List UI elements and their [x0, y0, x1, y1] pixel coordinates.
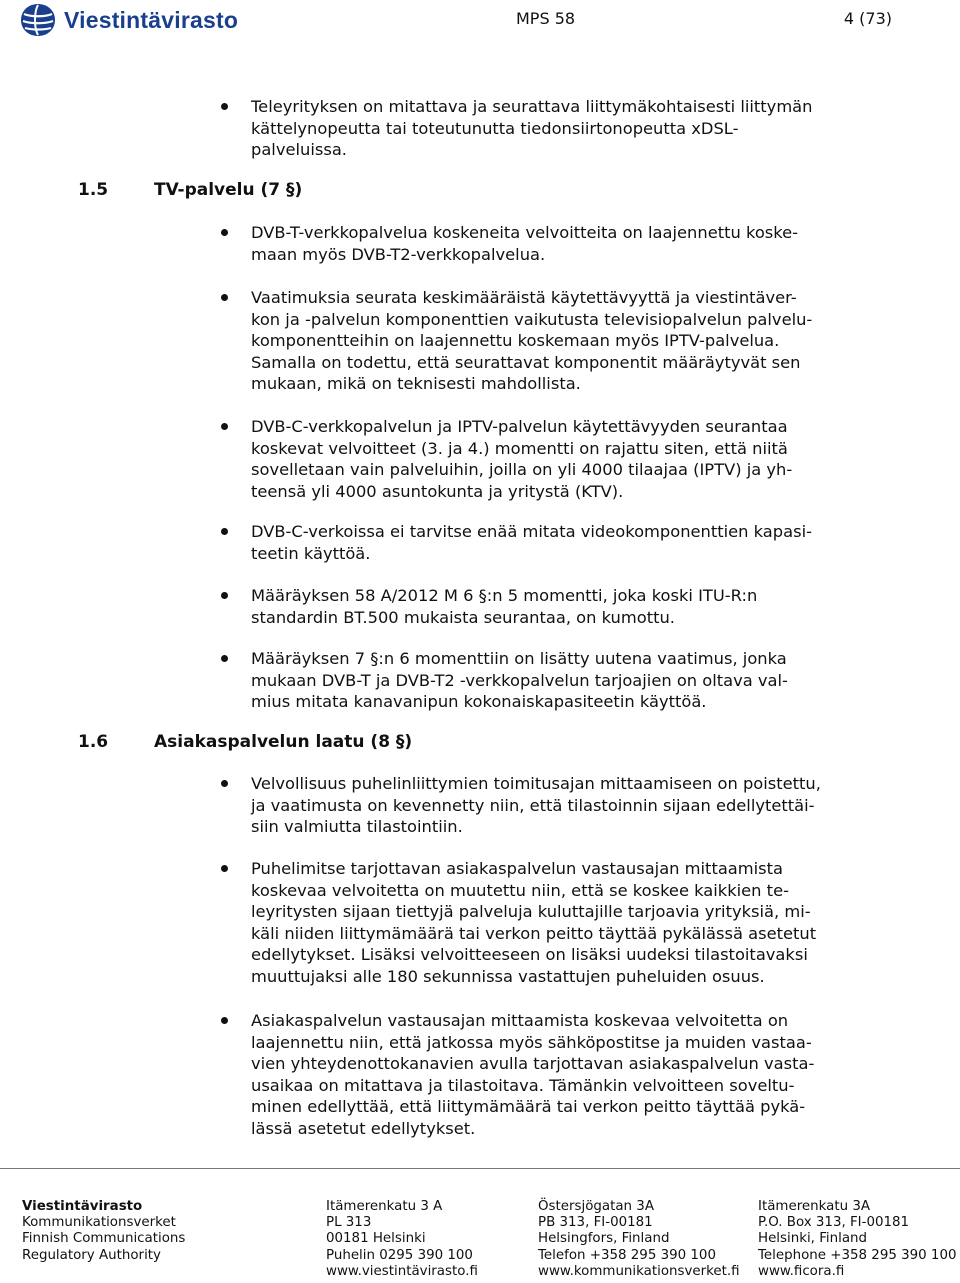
footer-line: Helsinki, Finland — [758, 1231, 868, 1247]
footer-column-english-address — [758, 1199, 957, 1280]
text-line: teensä yli 4000 asuntokunta ja yritystä (KTV). — [251, 481, 624, 501]
text-line: Asiakaspalvelun vastausajan mittaamista koskevaa velvoitetta on — [251, 1011, 789, 1030]
text-line: mius mitata kanavanipun kokonaiskapasiteetin käyttöä. — [251, 692, 707, 712]
text-line: maan myös DVB-T2-verkkopalvelua. — [251, 244, 546, 264]
bullet-dot-icon — [221, 294, 228, 301]
text-line: siin valmiutta tilastointiin. — [251, 817, 463, 837]
footer-link[interactable]: www.ficora.fi — [758, 1263, 845, 1279]
text-line: mukaan, mikä on teknisesti mahdollista. — [251, 374, 581, 394]
footer-line: P.O. Box 313, FI-00181 — [758, 1215, 910, 1231]
bullet-item — [251, 648, 891, 713]
section-title: TV-palvelu (7 §) — [154, 180, 303, 200]
text-line: koskevaa velvoitetta on muutettu niin, että se koskee kaikkien te- — [251, 880, 789, 900]
footer-line: Telephone +358 295 390 100 — [758, 1247, 957, 1263]
text-line: käli niiden liittymämäärä tai verkon peitto täyttää pykälässä asetetut — [251, 923, 817, 943]
footer-line: PL 313 — [326, 1215, 372, 1231]
footer-line: Puhelin 0295 390 100 — [326, 1247, 473, 1263]
footer-line: Itämerenkatu 3A — [758, 1199, 871, 1214]
text-line: Määräyksen 58 A/2012 M 6 §:n 5 momentti, joka koski ITU-R:n — [251, 586, 758, 605]
text-line: Määräyksen 7 §:n 6 momenttiin on lisätty uutena vaatimus, jonka — [251, 649, 787, 668]
bullet-dot-icon — [221, 103, 228, 110]
document-id: MPS 58 — [516, 9, 576, 28]
bullet-item — [251, 416, 891, 502]
text-line: komponentteihin on laajennettu koskemaan myös IPTV-palvelua. — [251, 331, 780, 351]
bullet-dot-icon — [221, 423, 228, 430]
logo-text: Viestintävirasto — [64, 6, 239, 33]
text-line: minen edellyttää, että liittymämäärä tai verkon peitto täyttää pykä- — [251, 1097, 806, 1117]
text-line: laajennettu niin, että jatkossa myös sähköpostitse ja muiden vastaa- — [251, 1032, 812, 1052]
viestintavirasto-emblem-icon — [18, 2, 58, 38]
bullet-dot-icon — [221, 528, 228, 535]
text-line: ja vaatimusta on kevennetty niin, että tilastoinnin sijaan edellytettäi- — [251, 795, 815, 815]
text-line: Teleyrityksen on mitattava ja seurattava liittymäkohtaisesti liittymän — [251, 97, 813, 116]
footer-column-finnish-address — [326, 1199, 478, 1280]
text-line: standardin BT.500 mukaista seurantaa, on kumottu. — [251, 607, 675, 627]
text-line: Vaatimuksia seurata keskimääräistä käytettävyyttä ja viestintäver- — [251, 288, 797, 307]
footer-divider — [0, 1168, 960, 1169]
text-line: edellytykset. Lisäksi velvoitteeseen on lisäksi uudeksi tilastoitavaksi — [251, 945, 808, 965]
bullet-dot-icon — [221, 592, 228, 599]
text-line: DVB-C-verkoissa ei tarvitse enää mitata videokomponenttien kapasi- — [251, 522, 812, 541]
section-number: 1.6 — [78, 732, 109, 752]
text-line: DVB-C-verkkopalvelun ja IPTV-palvelun käytettävyyden seurantaa — [251, 417, 788, 436]
footer-line: Finnish Communications — [22, 1231, 186, 1247]
footer-line: Kommunikationsverket — [22, 1215, 176, 1231]
bullet-dot-icon — [221, 865, 228, 872]
bullet-item — [251, 521, 891, 564]
text-line: Samalla on todettu, että seurattavat komponentit määräytyvät sen — [251, 352, 801, 372]
footer-line: Regulatory Authority — [22, 1247, 161, 1263]
text-line: leyritysten sijaan tiettyjä palveluja kuluttajille tarjoavia yrityksiä, mi- — [251, 902, 811, 922]
text-line: mukaan DVB-T ja DVB-T2 -verkkopalvelun tarjoajien on oltava val- — [251, 670, 788, 690]
section-title: Asiakaspalvelun laatu (8 §) — [154, 732, 413, 752]
text-line: lässä asetetut edellytykset. — [251, 1118, 476, 1138]
text-line: kon ja -palvelun komponenttien vaikutusta televisiopalvelun palvelu- — [251, 309, 813, 329]
page-header — [0, 0, 960, 40]
text-line: Puhelimitse tarjottavan asiakaspalvelun vastausajan mittaamista — [251, 859, 784, 878]
text-line: sovelletaan vain palveluihin, joilla on yli 4000 tilaajaa (IPTV) ja yh- — [251, 460, 793, 480]
text-line: DVB-T-verkkopalvelua koskeneita velvoitteita on laajennettu koske- — [251, 223, 799, 242]
bullet-item — [251, 287, 891, 395]
footer-link[interactable]: www.viestintävirasto.fi — [326, 1263, 478, 1279]
footer-link[interactable]: www.kommunikationsverket.fi — [538, 1263, 740, 1279]
footer-line: Helsingfors, Finland — [538, 1231, 670, 1247]
footer-line: PB 313, FI-00181 — [538, 1215, 653, 1231]
bullet-item — [251, 773, 891, 838]
text-line: palveluissa. — [251, 140, 347, 160]
bullet-dot-icon — [221, 229, 228, 236]
footer-line: Östersjögatan 3A — [538, 1199, 654, 1214]
text-line: Velvollisuus puhelinliittymien toimitusajan mittaamiseen on poistettu, — [251, 774, 821, 793]
bullet-item — [251, 858, 891, 988]
section-number: 1.5 — [78, 180, 109, 200]
footer-line: 00181 Helsinki — [326, 1231, 426, 1247]
bullet-item — [251, 1010, 891, 1140]
text-line: usaikaa on mitattava ja tilastoitava. Tämänkin velvoitteen soveltu- — [251, 1075, 795, 1095]
text-line: teetin käyttöä. — [251, 543, 371, 563]
bullet-dot-icon — [221, 655, 228, 662]
footer-line: Telefon +358 295 390 100 — [538, 1247, 716, 1263]
logo — [18, 2, 238, 38]
text-line: vien yhteydenottokanavien avulla tarjottavan asiakaspalvelun vasta- — [251, 1054, 815, 1074]
bullet-item — [251, 96, 891, 161]
text-line: koskevat velvoitteet (3. ja 4.) momentti on rajattu siten, että niitä — [251, 438, 788, 458]
text-line: kättelynopeutta tai toteutunutta tiedonsiirtonopeutta xDSL- — [251, 118, 739, 138]
footer-line: Itämerenkatu 3 A — [326, 1199, 443, 1214]
bullet-item — [251, 222, 891, 265]
footer-column-swedish-address — [538, 1199, 740, 1280]
footer-column-agency — [22, 1199, 185, 1264]
page-number: 4 (73) — [843, 9, 892, 28]
bullet-item — [251, 585, 891, 628]
footer-line: Viestintävirasto — [22, 1199, 143, 1214]
bullet-dot-icon — [221, 1017, 228, 1024]
bullet-dot-icon — [221, 780, 228, 787]
text-line: muuttujaksi alle 180 sekunnissa vastattujen puheluiden osuus. — [251, 966, 765, 986]
